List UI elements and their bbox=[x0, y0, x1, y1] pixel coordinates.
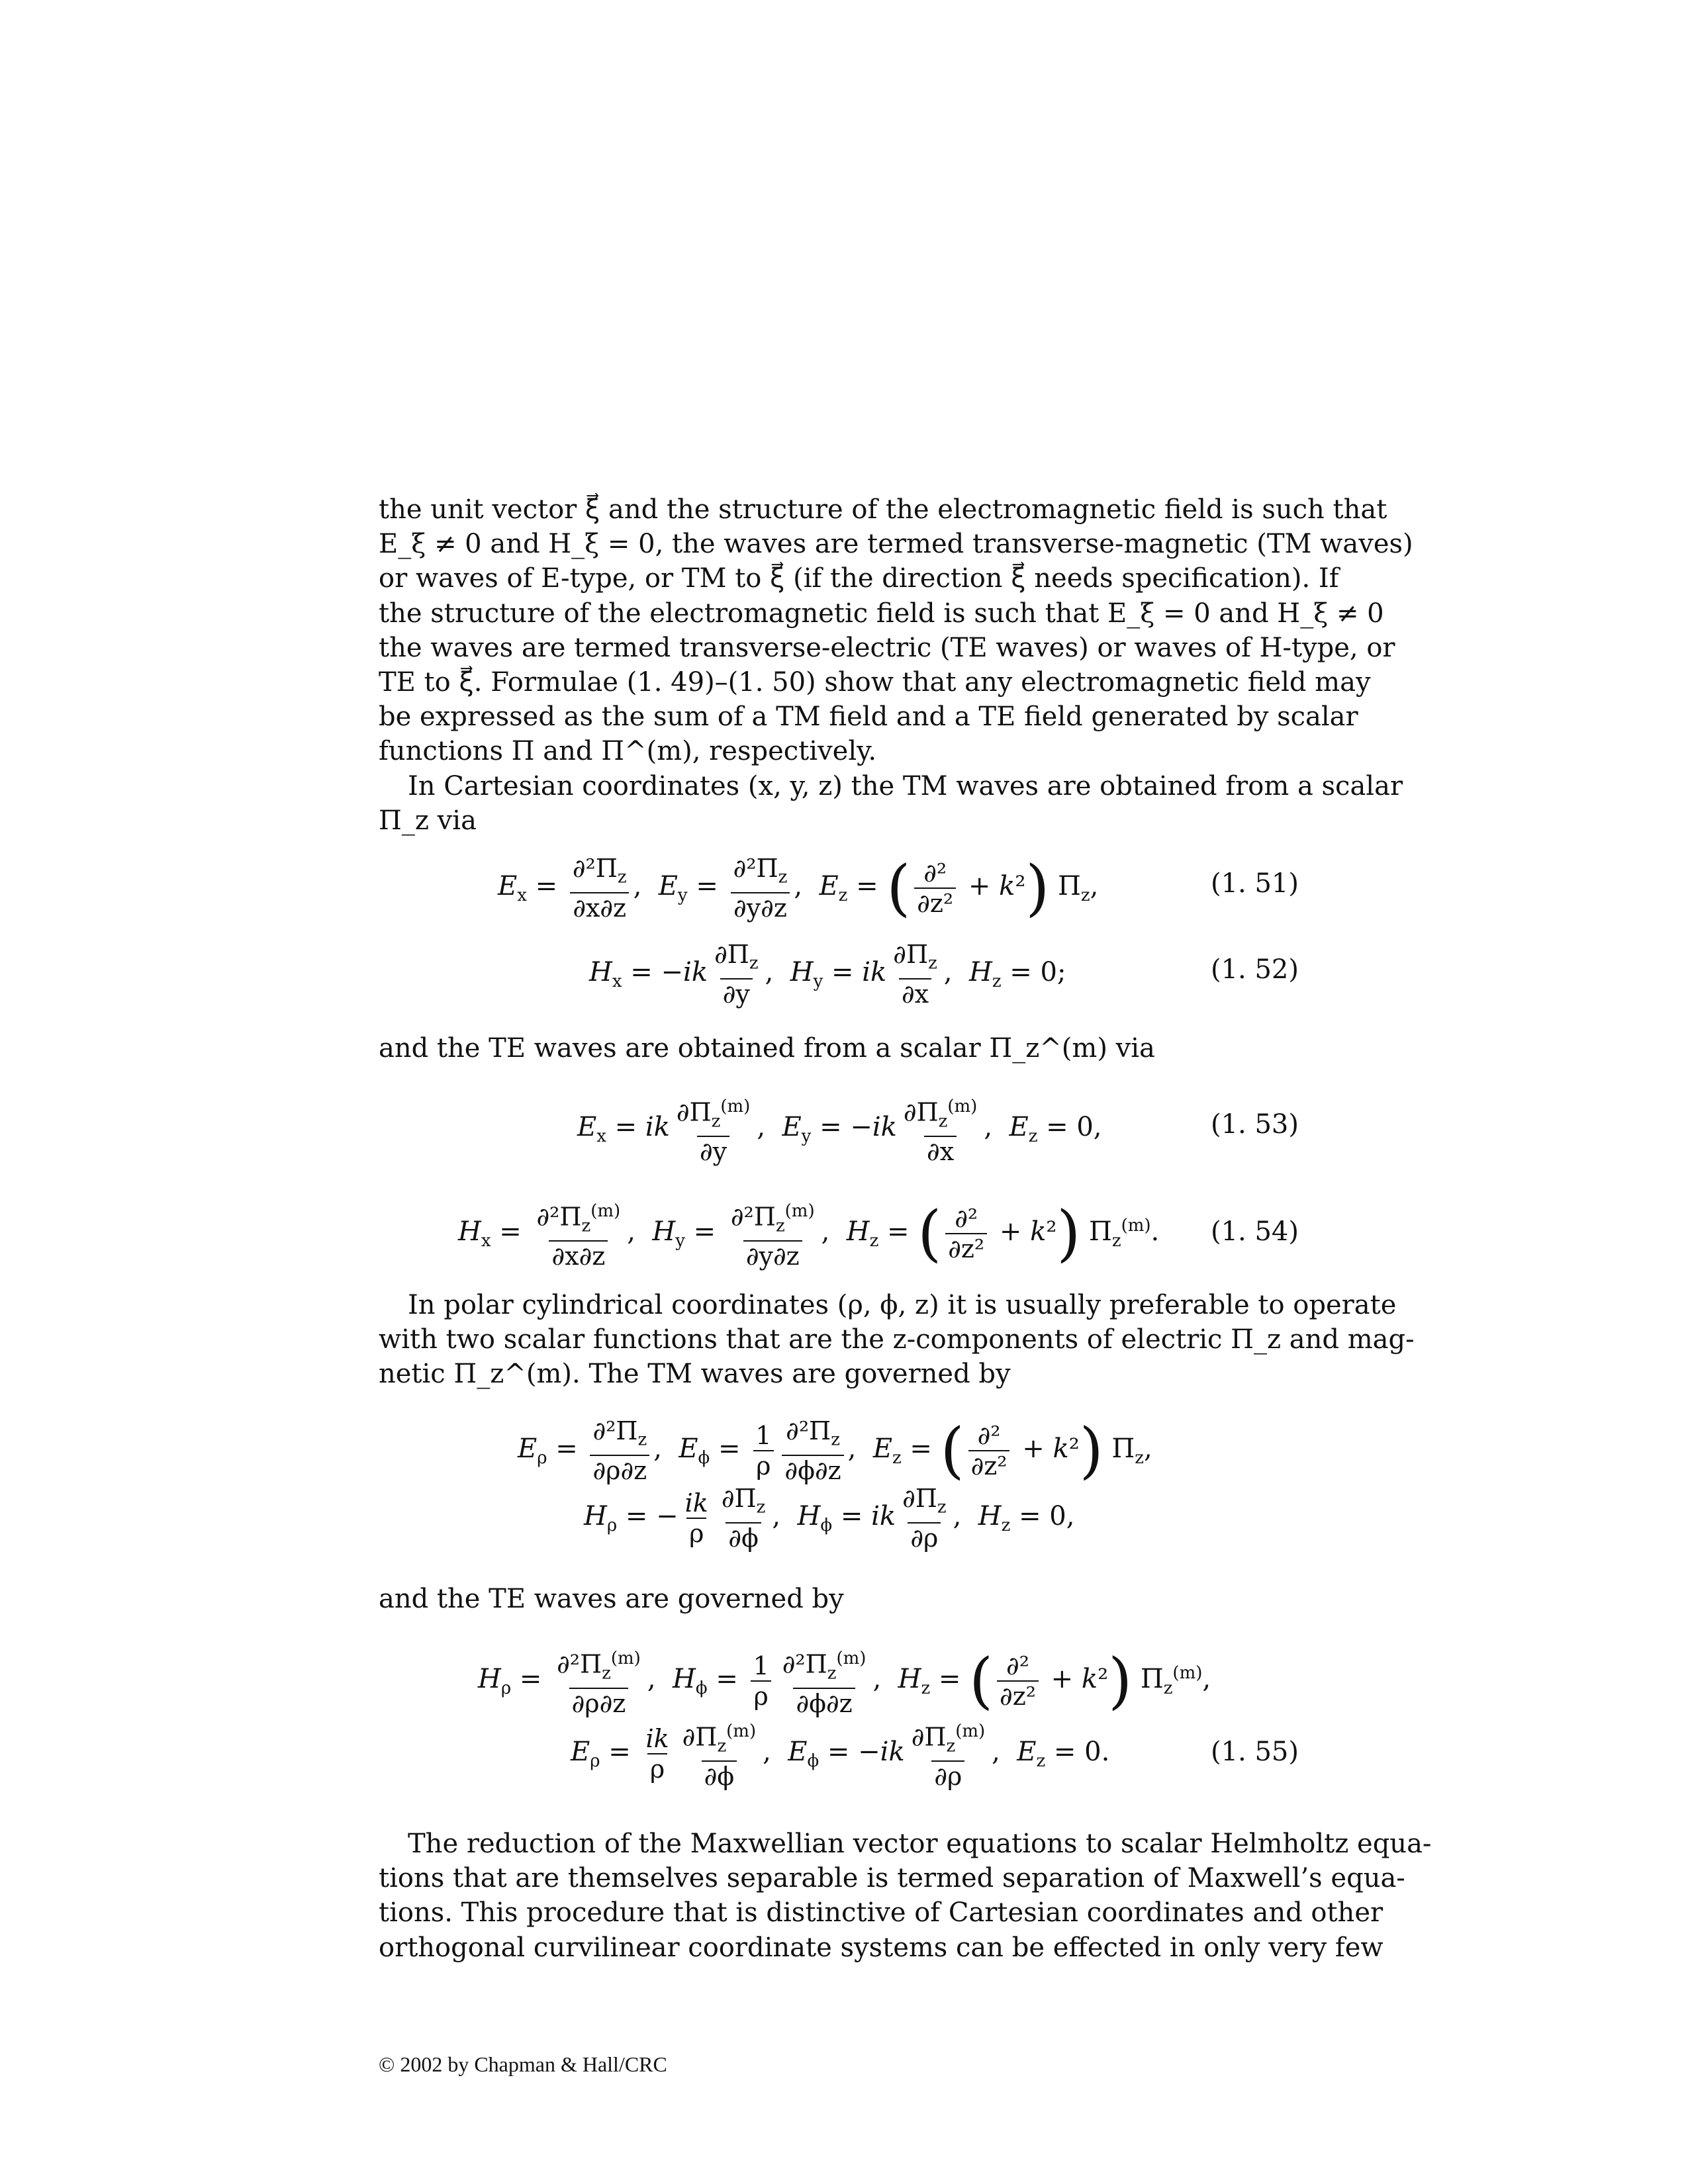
equation-body: $E_x$ = ik $\frac{\partial\Pi_z^{(m)}}{\partial y}$ , $E_y = -ik$ $\frac{\partial\Pi_z^{(m)}}{\partial x}$ , $E_z = 0$, bbox=[577, 1097, 1102, 1167]
text-line: tions. This procedure that is distinctive of Cartesian coordinates and other bbox=[379, 1897, 1383, 1929]
text-line: In Cartesian coordinates (x, y, z) the TM waves are obtained from a scalar bbox=[408, 771, 1403, 801]
paragraph-te-cylindrical-intro bbox=[379, 1582, 1299, 1616]
text-line: the waves are termed transverse-electric (TE waves) or waves of H-type, or bbox=[379, 632, 1395, 663]
paragraph-tm-te-definition bbox=[379, 492, 1413, 769]
equation-row: $E_\rho$ = $\frac{\partial^2\Pi_z}{\partial\rho\partial z}$ , $E_\phi$ = $\frac{1}{\rho}$ $\frac{\partial^2\Pi_z}{\partial\phi\partial z}$ , $E_z$ = ( $\frac{\text{∂²}}{\text{∂z²}}$ + k²) $\Pi_z$, bbox=[518, 1414, 1152, 1486]
equation-row: $E_\rho$ = $\frac{ik}{\rho}$ $\frac{\partial\Pi_z^{(m)}}{\partial\phi}$ , $E_\phi = -ik$ $\frac{\partial\Pi_z^{(m)}}{\partial\rho}$ , $E_z = 0$. bbox=[571, 1721, 1110, 1792]
text-line: be expressed as the sum of a TM field and a TE field generated by scalar bbox=[379, 702, 1358, 733]
text-line: the unit vector ξ⃗ and the structure of the electromagnetic field is such that bbox=[379, 494, 1387, 525]
equation-body: $E_x$ = $\frac{\partial^2\Pi_z}{\partial x\partial z}$ , $E_y$ = $\frac{\partial^2\Pi_z}{\partial y\partial z}$ , $E_z$ = ( $\frac{\text{∂²}}{\text{∂z²}}$ + k²) $\Pi_z$, bbox=[498, 852, 1099, 923]
text-line: and the TE waves are governed by bbox=[379, 1584, 844, 1614]
paragraph-separation bbox=[379, 1827, 1432, 1965]
text-line: The reduction of the Maxwellian vector equations to scalar Helmholtz equa- bbox=[408, 1829, 1432, 1859]
text-line: E_ξ ≠ 0 and H_ξ = 0, the waves are termed transverse-magnetic (TM waves) bbox=[379, 529, 1413, 560]
text-line: and the TE waves are obtained from a scalar Π_z^(m) via bbox=[379, 1033, 1155, 1064]
equation-1-55 bbox=[379, 1644, 1299, 1792]
text-line: the structure of the electromagnetic field is such that E_ξ = 0 and H_ξ ≠ 0 bbox=[379, 598, 1384, 629]
equation-number: (1. 53) bbox=[1211, 1109, 1299, 1140]
equation-number: (1. 51) bbox=[1211, 868, 1299, 899]
equation-body: $H_x = -ik$ $\frac{\partial\Pi_z}{\partial y}$ , $H_y$ = ik $\frac{\partial\Pi_z}{\partial x}$ , $H_z = 0$; bbox=[589, 940, 1066, 1009]
equation-tm-cylindrical bbox=[379, 1414, 1299, 1553]
text-line: with two scalar functions that are the z-components of electric Π_z and mag- bbox=[379, 1324, 1415, 1355]
equation-1-52 bbox=[379, 940, 1299, 1009]
equation-1-51 bbox=[379, 852, 1299, 923]
equation-number: (1. 55) bbox=[1211, 1737, 1299, 1767]
equation-1-53 bbox=[379, 1092, 1299, 1167]
text-line: or waves of E-type, or TM to ξ⃗ (if the direction ξ⃗ needs specification). If bbox=[379, 563, 1339, 594]
paragraph-te-intro bbox=[379, 1031, 1299, 1066]
text-line: Π_z via bbox=[379, 805, 477, 837]
text-line: functions Π and Π^(m), respectively. bbox=[379, 736, 877, 767]
equation-1-54 bbox=[379, 1197, 1299, 1271]
text-line: In polar cylindrical coordinates (ρ, ϕ, z) it is usually preferable to operate bbox=[408, 1290, 1397, 1320]
equation-body: $H_x$ = $\frac{\partial^2\Pi_z^{(m)}}{\partial x\partial z}$ , $H_y$ = $\frac{\partial^2\Pi_z^{(m)}}{\partial y\partial z}$ , $H_z$ = ( $\frac{\text{∂²}}{\text{∂z²}}$ + k²) $\Pi_z^{(m)}$. bbox=[458, 1198, 1160, 1271]
text-line: TE to ξ⃗. Formulae (1. 49)–(1. 50) show that any electromagnetic field may bbox=[379, 666, 1371, 698]
text-line: orthogonal curvilinear coordinate systems can be effected in only very few bbox=[379, 1932, 1383, 1963]
equation-number: (1. 52) bbox=[1211, 954, 1299, 985]
paragraph-cylindrical-intro bbox=[379, 1288, 1415, 1392]
copyright-footer: © 2002 by Chapman & Hall/CRC bbox=[379, 2052, 667, 2076]
paragraph-cartesian-intro bbox=[379, 769, 1403, 838]
equation-number: (1. 54) bbox=[1211, 1216, 1299, 1247]
equation-row: $H_\rho$ = − $\frac{ik}{\rho}$ $\frac{\partial\Pi_z}{\partial\phi}$ , $H_\phi$ = ik $\frac{\partial\Pi_z}{\partial\rho}$ , $H_z = 0$, bbox=[584, 1484, 1075, 1553]
equation-row: $H_\rho$ = $\frac{\partial^2\Pi_z^{(m)}}{\partial\rho\partial z}$ , $H_\phi$ = $\frac{1}{\rho}$ $\frac{\partial^2\Pi_z^{(m)}}{\partial\phi\partial z}$ , $H_z$ = ( $\frac{\text{∂²}}{\text{∂z²}}$ + k²) $\Pi_z^{(m)}$, bbox=[478, 1645, 1211, 1719]
text-line: netic Π_z^(m). The TM waves are governed by bbox=[379, 1359, 1011, 1390]
text-line: tions that are themselves separable is termed separation of Maxwell’s equa- bbox=[379, 1863, 1405, 1894]
